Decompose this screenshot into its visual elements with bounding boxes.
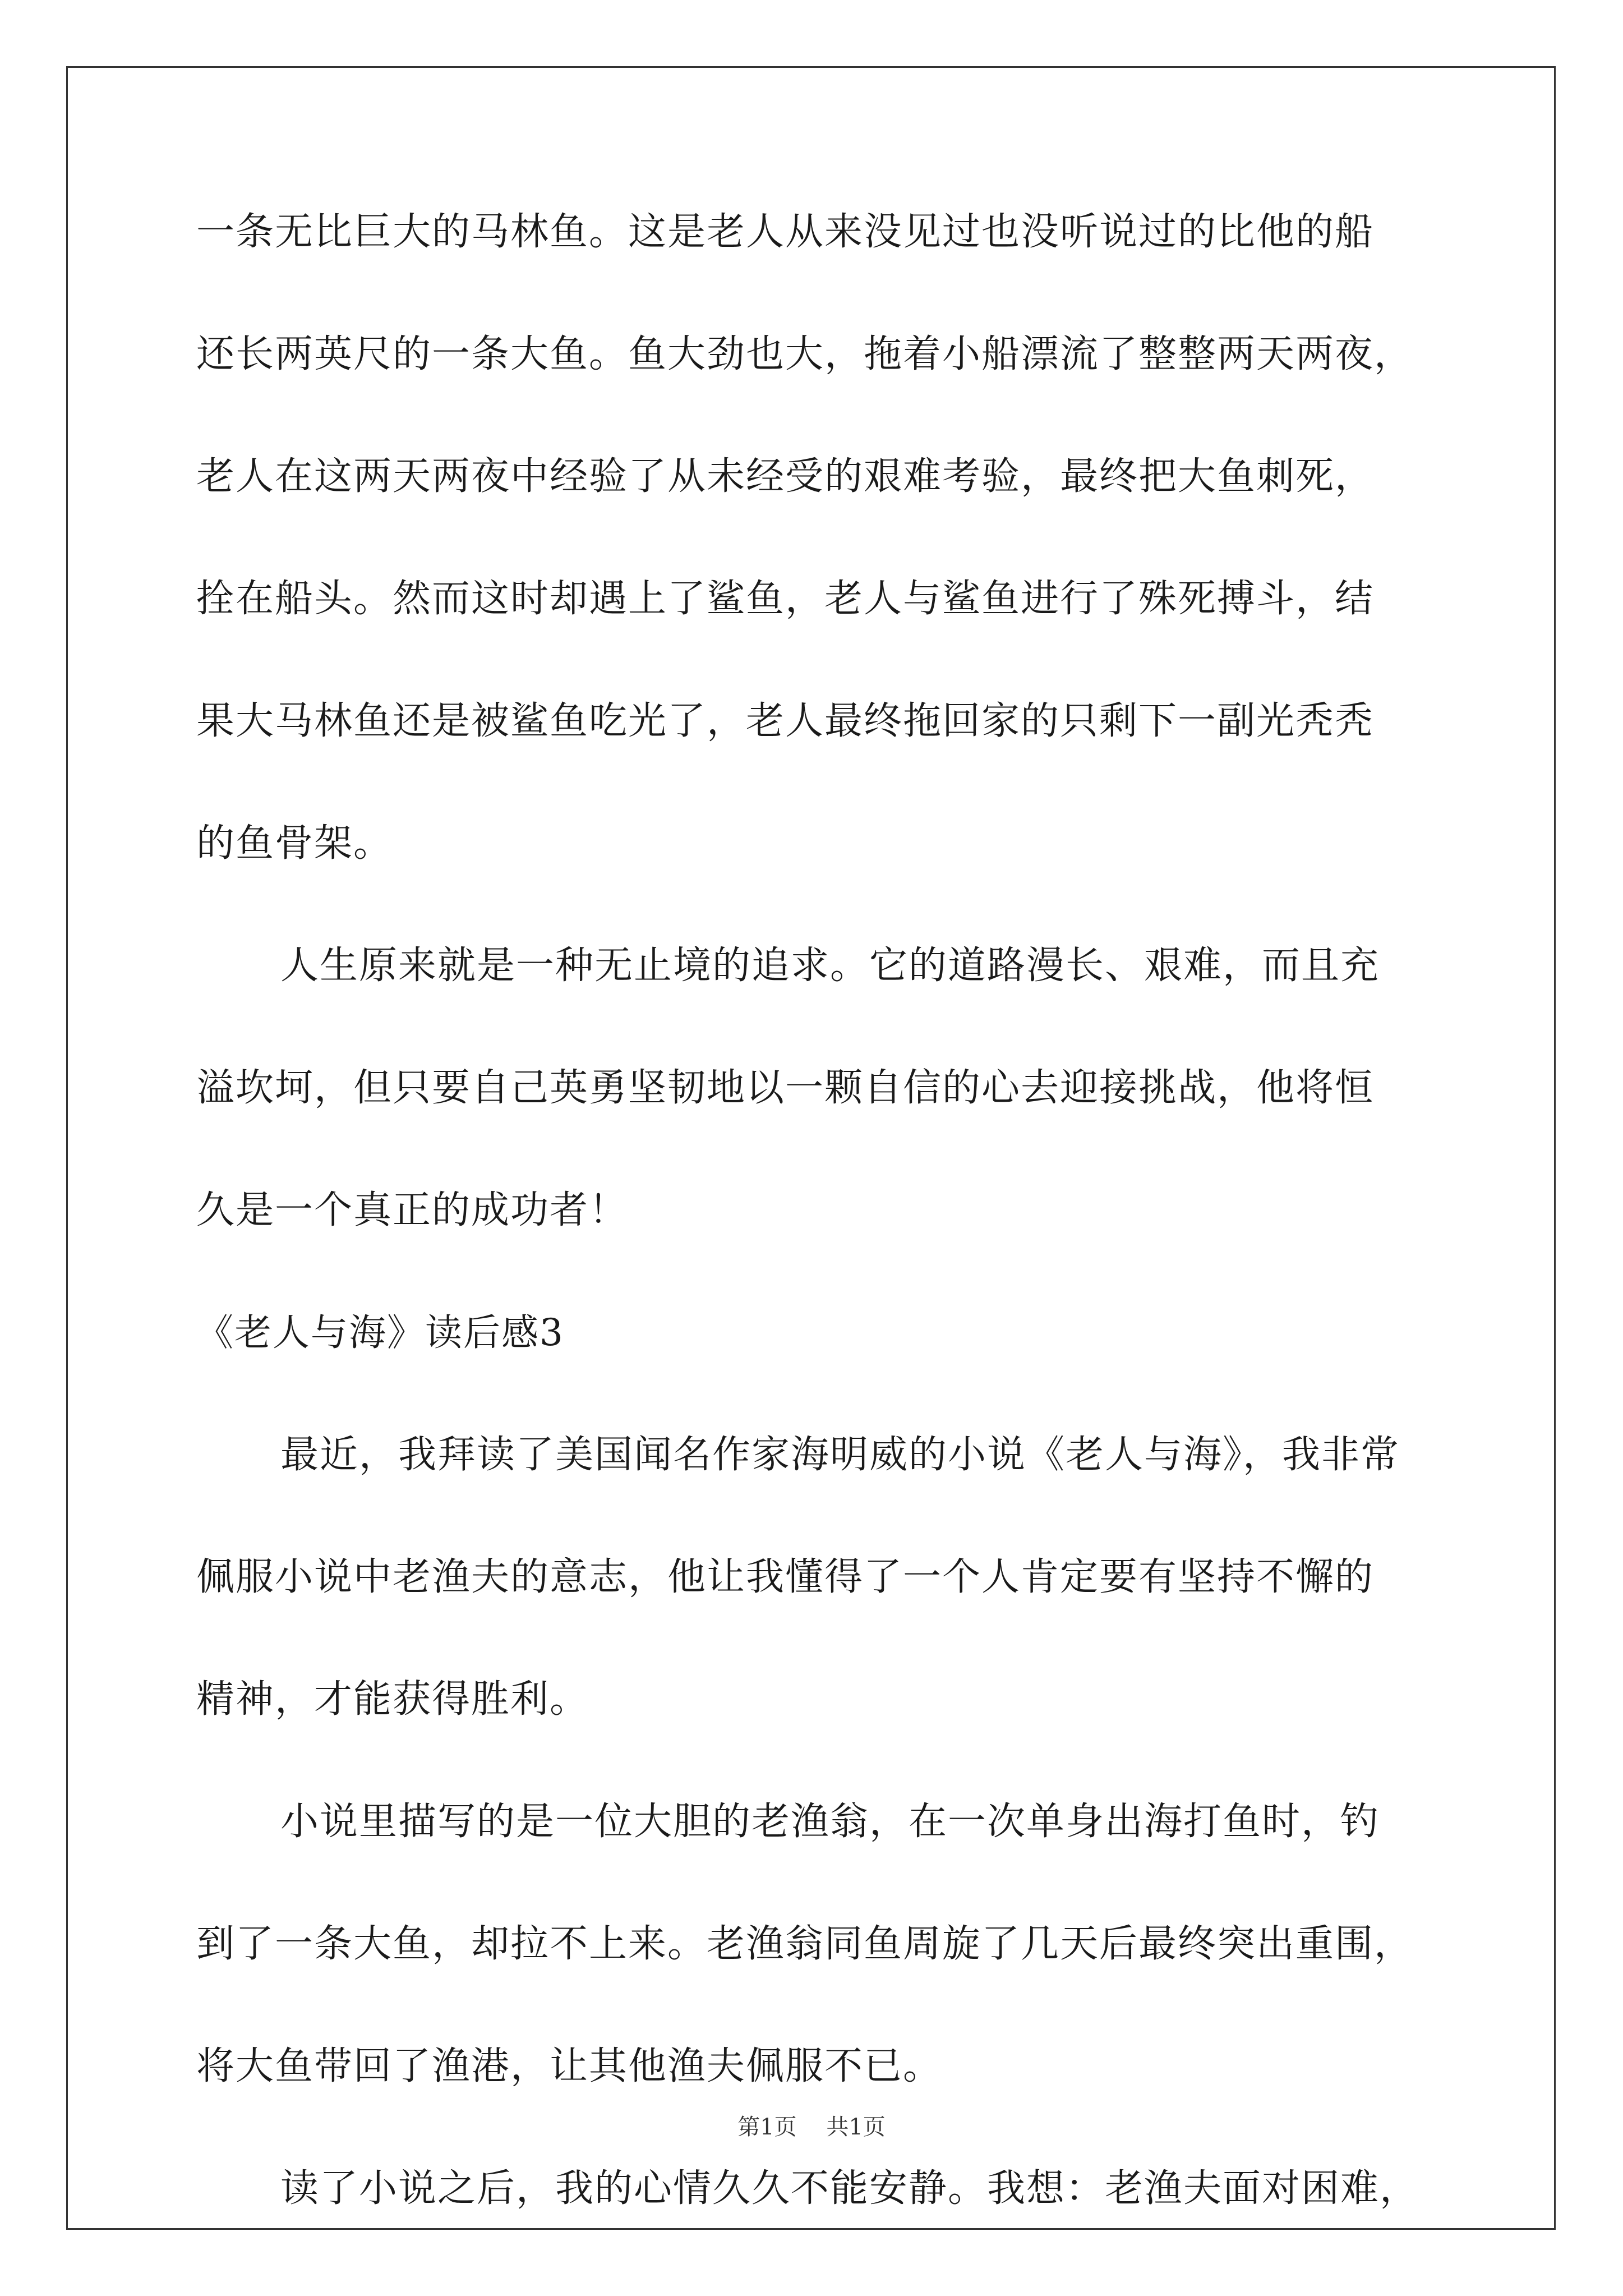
- text-line: 溢坎坷，但只要自己英勇坚韧地以一颗自信的心去迎接挑战，他将恒: [196, 1066, 1375, 1110]
- text-line: 到了一条大鱼，却拉不上来。老渔翁同鱼周旋了几天后最终突出重围，: [196, 1922, 1414, 1966]
- text-line: 久是一个真正的成功者！: [196, 1188, 629, 1232]
- text-line: 果大马林鱼还是被鲨鱼吃光了，老人最终拖回家的只剩下一副光秃秃: [196, 699, 1375, 743]
- section-heading: 《老人与海》读后感3: [196, 1311, 564, 1354]
- text-line: 的鱼骨架。: [196, 821, 393, 866]
- text-line: 老人在这两天两夜中经验了从未经受的艰难考验，最终把大鱼刺死，: [196, 454, 1375, 499]
- page-footer: [0, 2109, 1623, 2141]
- text-line: 佩服小说中老渔夫的意志，他让我懂得了一个人肯定要有坚持不懈的: [196, 1555, 1375, 1599]
- page-total: 共1页: [826, 2114, 886, 2140]
- text-line: 人生原来就是一种无止境的追求。它的道路漫长、艰难，而且充: [280, 944, 1380, 988]
- text-line: 将大鱼带回了渔港，让其他渔夫佩服不已。: [196, 2044, 943, 2088]
- page-number: 第1页: [737, 2114, 797, 2140]
- text-line: 小说里描写的是一位大胆的老渔翁，在一次单身出海打鱼时，钓: [280, 1800, 1380, 1844]
- text-line: 读了小说之后，我的心情久久不能安静。我想：老渔夫面对困难，: [280, 2166, 1419, 2211]
- text-line: 最近，我拜读了美国闻名作家海明威的小说《老人与海》，我非常: [280, 1433, 1400, 1477]
- document-body: [196, 210, 1458, 2292]
- text-line: 拴在船头。然而这时却遇上了鲨鱼，老人与鲨鱼进行了殊死搏斗，结: [196, 577, 1375, 621]
- text-line: 一条无比巨大的马林鱼。这是老人从来没见过也没听说过的比他的船: [196, 210, 1375, 254]
- text-line: 精神，才能获得胜利。: [196, 1677, 589, 1722]
- text-line: 还长两英尺的一条大鱼。鱼大劲也大，拖着小船漂流了整整两天两夜，: [196, 332, 1414, 376]
